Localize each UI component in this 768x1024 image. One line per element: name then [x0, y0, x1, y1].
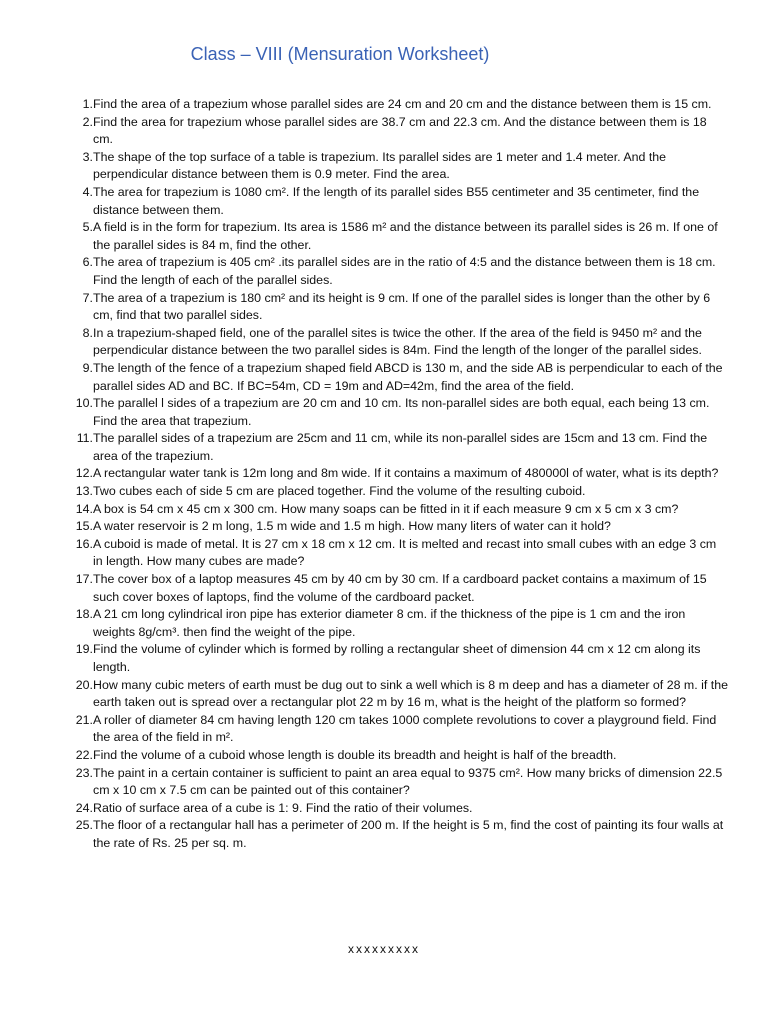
question-item: [58, 290, 728, 325]
question-item: [58, 219, 728, 254]
question-text: Find the volume of a cuboid whose length is double its breadth and height is half of the breadth.: [93, 747, 617, 762]
question-item: [58, 360, 728, 395]
question-number: 25.: [75, 818, 93, 833]
question-number: 15.: [75, 519, 93, 534]
question-text: Find the area of a trapezium whose parallel sides are 24 cm and 20 cm and the distance between them is 15 cm.: [93, 97, 712, 111]
question-text: A cuboid is made of metal. It is 27 cm x 18 cm x 12 cm. It is melted and recast into small cubes with an edge 3 cm in length. How many cubes are made?: [93, 536, 717, 569]
question-text: A field is in the form for trapezium. Its area is 1586 m² and the distance between its parallel sides is 26 m. If one of the parallel sides is 84 m, find the other.: [93, 220, 718, 252]
end-mark: xxxxxxxxx: [348, 942, 420, 956]
question-item: [58, 765, 728, 800]
question-item: [58, 395, 728, 430]
question-text: A rectangular water tank is 12m long and 8m wide. If it contains a maximum of 480000l of water, what is its depth?: [93, 466, 719, 481]
question-number: 4.: [82, 184, 93, 199]
question-item: [58, 254, 728, 289]
question-item: [58, 501, 728, 519]
question-item: [58, 518, 728, 536]
question-number: 24.: [75, 800, 93, 815]
question-list: [58, 96, 728, 853]
question-item: [58, 430, 728, 465]
question-text: The paint in a certain container is sufficient to paint an area equal to 9375 cm². How many bricks of dimension 22.5 cm x 10 cm x 7.5 cm can be painted out of this container?: [93, 765, 723, 798]
question-number: 1.: [82, 97, 93, 111]
question-text: A 21 cm long cylindrical iron pipe has exterior diameter 8 cm. if the thickness of the pipe is 1 cm and the iron weights 8g/cm³. then find the weight of the pipe.: [93, 607, 686, 639]
question-text: In a trapezium-shaped field, one of the parallel sites is twice the other. If the area of the field is 9450 m² and the perpendicular distance between the two parallel sides is 84m. Find the length of the longer of the parallel sides.: [93, 325, 702, 358]
question-text: The area of trapezium is 405 cm² .its parallel sides are in the ratio of 4:5 and the distance between them is 18 cm. Find the length of each of the parallel sides.: [93, 255, 716, 287]
question-number: 19.: [75, 642, 93, 657]
question-item: [58, 536, 728, 571]
question-text: The shape of the top surface of a table is trapezium. Its parallel sides are 1 meter and 1.4 meter. And the perpendicular distance between them is 0.9 meter. Find the area.: [93, 149, 667, 182]
question-text: How many cubic meters of earth must be dug out to sink a well which is 8 m deep and has a diameter of 28 m. if the earth taken out is spread over a rectangular plot 22 m by 16 m, what is the height of the platform so formed?: [93, 677, 728, 710]
question-text: Find the volume of cylinder which is formed by rolling a rectangular sheet of dimension 44 cm x 12 cm along its length.: [93, 642, 701, 674]
question-text: The parallel sides of a trapezium are 25cm and 11 cm, while its non-parallel sides are 15cm and 13 cm. Find the area of the trapezium.: [93, 431, 708, 463]
question-text: The length of the fence of a trapezium shaped field ABCD is 130 m, and the side AB is perpendicular to each of the parallel sides AD and BC. If BC=54m, CD = 19m and AD=42m, find the area of the field.: [93, 360, 723, 393]
question-item: [58, 606, 728, 641]
question-text: The cover box of a laptop measures 45 cm by 40 cm by 30 cm. If a cardboard packet contains a maximum of 15 such cover boxes of laptops, find the volume of the cardboard packet.: [93, 572, 707, 604]
question-item: [58, 641, 728, 676]
question-item: [58, 571, 728, 606]
question-number: 17.: [75, 572, 93, 587]
question-item: [58, 325, 728, 360]
question-number: 8.: [82, 325, 93, 340]
question-text: The floor of a rectangular hall has a perimeter of 200 m. If the height is 5 m, find the cost of painting its four walls at the rate of Rs. 25 per sq. m.: [93, 818, 724, 850]
question-number: 14.: [75, 501, 93, 516]
question-item: [58, 483, 728, 501]
question-number: 21.: [75, 712, 93, 727]
question-item: [58, 800, 728, 818]
question-item: [58, 712, 728, 747]
question-item: [58, 817, 728, 852]
question-item: [58, 747, 728, 765]
question-item: [58, 96, 728, 114]
question-text: The area of a trapezium is 180 cm² and its height is 9 cm. If one of the parallel sides is longer than the other by 6 cm, find that two parallel sides.: [93, 290, 711, 323]
worksheet-title: Class – VIII (Mensuration Worksheet): [190, 44, 490, 64]
question-text: Ratio of surface area of a cube is 1: 9. Find the ratio of their volumes.: [93, 800, 473, 815]
question-text: A box is 54 cm x 45 cm x 300 cm. How many soaps can be fitted in it if each measure 9 cm x 5 cm x 3 cm?: [93, 501, 679, 516]
question-number: 2.: [82, 114, 93, 129]
question-number: 23.: [75, 765, 93, 780]
question-number: 3.: [82, 149, 93, 164]
question-number: 6.: [82, 255, 93, 270]
question-number: 18.: [75, 607, 93, 622]
question-item: [58, 149, 728, 184]
question-number: 22.: [75, 747, 93, 762]
question-number: 13.: [75, 484, 93, 499]
question-number: 5.: [82, 220, 93, 235]
question-text: A water reservoir is 2 m long, 1.5 m wide and 1.5 m high. How many liters of water can it hold?: [93, 519, 611, 534]
question-text: The parallel l sides of a trapezium are 20 cm and 10 cm. Its non-parallel sides are both equal, each being 13 cm. Find the area that trapezium.: [93, 396, 710, 428]
question-number: 9.: [82, 360, 93, 375]
question-text: Two cubes each of side 5 cm are placed together. Find the volume of the resulting cuboid.: [93, 484, 586, 499]
question-text: The area for trapezium is 1080 cm². If the length of its parallel sides B55 centimeter and 35 centimeter, find the distance between them.: [93, 184, 700, 217]
question-number: 16.: [75, 536, 93, 551]
question-number: 12.: [75, 466, 93, 481]
question-item: [58, 677, 728, 712]
question-number: 11.: [76, 431, 93, 446]
question-text: A roller of diameter 84 cm having length 120 cm takes 1000 complete revolutions to cover a playground field. Find the area of the field in m².: [93, 712, 717, 745]
question-number: 7.: [82, 290, 93, 305]
question-item: [58, 465, 728, 483]
question-text: Find the area for trapezium whose parallel sides are 38.7 cm and 22.3 cm. And the distance between them is 18 cm.: [93, 114, 707, 147]
question-number: 20.: [75, 677, 93, 692]
question-item: [58, 114, 728, 149]
question-item: [58, 184, 728, 219]
question-number: 10.: [75, 396, 93, 411]
